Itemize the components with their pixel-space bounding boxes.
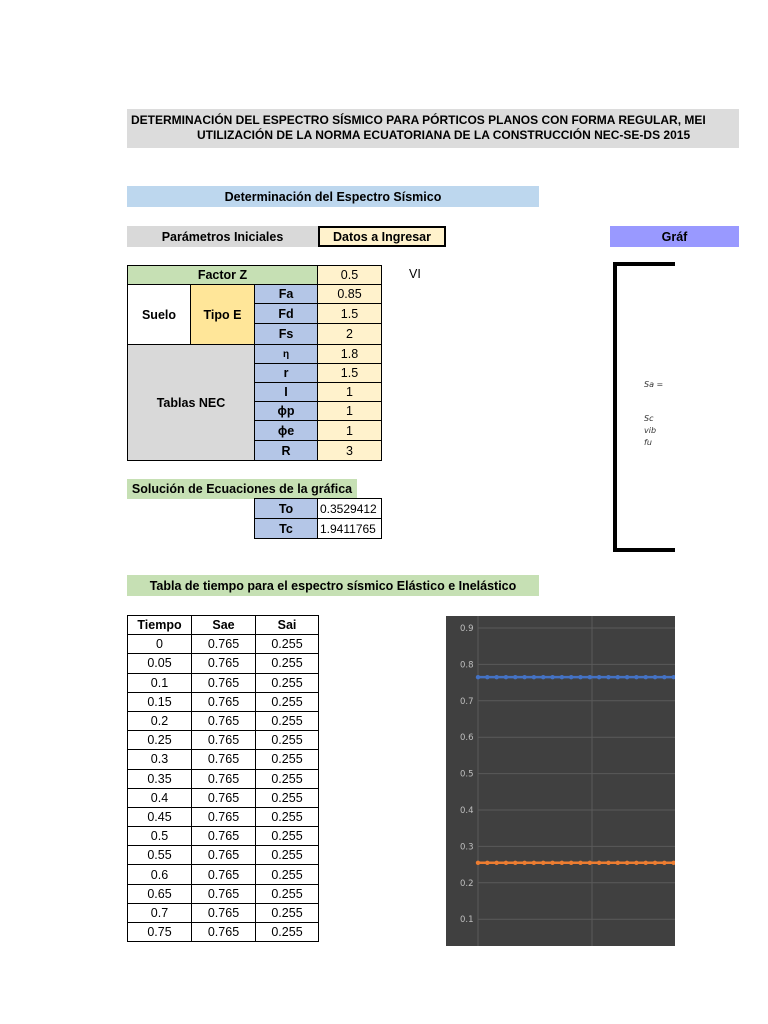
data-point <box>522 861 526 865</box>
params-label: Parámetros Iniciales <box>127 226 318 247</box>
table-row <box>128 788 319 807</box>
cell-sai: 0.255 <box>256 673 319 692</box>
table-row <box>128 654 319 673</box>
cell-sae: 0.765 <box>192 846 256 865</box>
table-row <box>128 807 319 826</box>
y-tick-label: 0.5 <box>460 769 474 780</box>
zone-label: VI <box>409 267 421 281</box>
cell-tiempo: 0 <box>128 635 192 654</box>
cell-tiempo: 0.3 <box>128 750 192 769</box>
col-header-sae: Sae <box>192 616 256 635</box>
table-row <box>128 846 319 865</box>
param-value-fd[interactable]: 1.5 <box>317 303 382 324</box>
solution-value-to: 0.3529412 <box>317 498 382 519</box>
data-point <box>550 675 554 679</box>
data-point <box>653 675 657 679</box>
cell-tiempo: 0.05 <box>128 654 192 673</box>
cell-sae: 0.765 <box>192 769 256 788</box>
cell-sai: 0.255 <box>256 750 319 769</box>
cell-sai: 0.255 <box>256 884 319 903</box>
cell-sae: 0.765 <box>192 711 256 730</box>
data-point <box>625 675 629 679</box>
cell-sai: 0.255 <box>256 692 319 711</box>
data-point <box>476 861 480 865</box>
solution-title: Solución de Ecuaciones de la gráfica <box>127 479 357 499</box>
data-point <box>644 861 648 865</box>
data-point <box>485 861 489 865</box>
data-point <box>616 861 620 865</box>
data-point <box>504 861 508 865</box>
table-row <box>128 750 319 769</box>
data-point <box>634 861 638 865</box>
data-point <box>550 861 554 865</box>
cell-sai: 0.255 <box>256 865 319 884</box>
data-point <box>532 861 536 865</box>
time-table-header <box>128 616 319 635</box>
data-point <box>616 675 620 679</box>
param-value-phi-e[interactable]: 1 <box>317 420 382 441</box>
cell-sai: 0.255 <box>256 807 319 826</box>
cell-sae: 0.765 <box>192 807 256 826</box>
cell-tiempo: 0.6 <box>128 865 192 884</box>
data-point <box>653 861 657 865</box>
cell-sai: 0.255 <box>256 923 319 942</box>
data-point <box>522 675 526 679</box>
col-header-sai: Sai <box>256 616 319 635</box>
data-point <box>588 861 592 865</box>
table-row <box>128 731 319 750</box>
data-point <box>541 861 545 865</box>
data-point <box>578 675 582 679</box>
cell-tiempo: 0.65 <box>128 884 192 903</box>
cell-tiempo: 0.75 <box>128 923 192 942</box>
param-value-fa[interactable]: 0.85 <box>317 284 382 304</box>
cell-tiempo: 0.45 <box>128 807 192 826</box>
time-table <box>127 615 319 942</box>
cell-sai: 0.255 <box>256 635 319 654</box>
y-tick-label: 0.7 <box>460 696 474 707</box>
cell-sae: 0.765 <box>192 827 256 846</box>
cell-sai: 0.255 <box>256 731 319 750</box>
data-point <box>569 675 573 679</box>
table-row <box>128 635 319 654</box>
cell-tiempo: 0.5 <box>128 827 192 846</box>
header-title-line1: DETERMINACIÓN DEL ESPECTRO SÍSMICO PARA PÓRTICOS PLANOS CON FORMA REGULAR, MEI <box>131 113 706 127</box>
cell-tiempo: 0.4 <box>128 788 192 807</box>
y-tick-label: 0.3 <box>460 842 474 853</box>
data-point <box>644 675 648 679</box>
y-tick-label: 0.1 <box>460 915 474 926</box>
cell-sae: 0.765 <box>192 865 256 884</box>
table-row <box>128 673 319 692</box>
col-header-tiempo: Tiempo <box>128 616 192 635</box>
suelo-label: Suelo <box>127 284 191 345</box>
cell-sae: 0.765 <box>192 673 256 692</box>
y-tick-label: 0.2 <box>460 878 474 889</box>
param-value-i[interactable]: 1 <box>317 382 382 402</box>
data-point <box>662 861 666 865</box>
factor-z-value[interactable]: 0.5 <box>317 265 382 285</box>
param-value-r[interactable]: 1.5 <box>317 363 382 383</box>
spectrum-chart-svg <box>446 616 675 946</box>
cell-sai: 0.255 <box>256 903 319 922</box>
cell-sae: 0.765 <box>192 903 256 922</box>
tablas-nec-label: Tablas NEC <box>127 344 255 461</box>
chart-tab-label: Gráf <box>610 226 739 247</box>
y-tick-label: 0.8 <box>460 660 474 671</box>
cell-sae: 0.765 <box>192 692 256 711</box>
cell-sae: 0.765 <box>192 654 256 673</box>
cell-sae: 0.765 <box>192 923 256 942</box>
data-point <box>476 675 480 679</box>
data-point <box>597 675 601 679</box>
data-point <box>494 861 498 865</box>
data-point <box>504 675 508 679</box>
param-label-phi-e: ϕe <box>254 420 318 441</box>
data-point <box>662 675 666 679</box>
table-row <box>128 923 319 942</box>
table-row <box>128 711 319 730</box>
cell-sai: 0.255 <box>256 711 319 730</box>
cell-sai: 0.255 <box>256 827 319 846</box>
cell-sai: 0.255 <box>256 846 319 865</box>
section-title: Determinación del Espectro Sísmico <box>127 186 539 207</box>
chart-background <box>446 616 675 946</box>
param-value-phi-p[interactable]: 1 <box>317 401 382 421</box>
cell-tiempo: 0.2 <box>128 711 192 730</box>
data-point <box>560 675 564 679</box>
cell-sai: 0.255 <box>256 769 319 788</box>
tipo-suelo-value[interactable]: Tipo E <box>190 284 255 345</box>
param-value-r-factor[interactable]: 3 <box>317 440 382 461</box>
param-label-r-factor: R <box>254 440 318 461</box>
cell-tiempo: 0.15 <box>128 692 192 711</box>
data-point <box>532 675 536 679</box>
param-label-eta: η <box>254 344 318 364</box>
cell-sae: 0.765 <box>192 635 256 654</box>
factor-z-label: Factor Z <box>127 265 318 285</box>
cell-tiempo: 0.1 <box>128 673 192 692</box>
y-tick-label: 0.6 <box>460 733 474 744</box>
formula-panel <box>613 262 675 552</box>
table-row <box>128 769 319 788</box>
formula-line3: vib <box>644 426 657 435</box>
param-label-i: I <box>254 382 318 402</box>
table-row <box>128 827 319 846</box>
cell-sai: 0.255 <box>256 788 319 807</box>
param-value-fs[interactable]: 2 <box>317 323 382 345</box>
cell-tiempo: 0.55 <box>128 846 192 865</box>
solution-label-tc: Tc <box>254 518 318 539</box>
data-point <box>578 861 582 865</box>
cell-sae: 0.765 <box>192 731 256 750</box>
param-label-r: r <box>254 363 318 383</box>
table-row <box>128 903 319 922</box>
param-label-fa: Fa <box>254 284 318 304</box>
data-point <box>634 675 638 679</box>
data-point <box>494 675 498 679</box>
param-label-fd: Fd <box>254 303 318 324</box>
spectrum-chart <box>446 616 675 946</box>
data-point <box>597 861 601 865</box>
data-point <box>625 861 629 865</box>
table-row <box>128 692 319 711</box>
data-point <box>485 675 489 679</box>
document-header <box>127 109 739 148</box>
cell-sae: 0.765 <box>192 788 256 807</box>
input-data-label: Datos a Ingresar <box>318 226 446 247</box>
cell-tiempo: 0.25 <box>128 731 192 750</box>
cell-sae: 0.765 <box>192 884 256 903</box>
cell-sae: 0.765 <box>192 750 256 769</box>
y-tick-label: 0.4 <box>460 806 474 816</box>
data-point <box>606 861 610 865</box>
cell-tiempo: 0.35 <box>128 769 192 788</box>
data-point <box>560 861 564 865</box>
data-point <box>541 675 545 679</box>
param-label-phi-p: ϕp <box>254 401 318 421</box>
data-point <box>588 675 592 679</box>
data-point <box>569 861 573 865</box>
cell-tiempo: 0.7 <box>128 903 192 922</box>
header-title-line2: UTILIZACIÓN DE LA NORMA ECUATORIANA DE LA CONSTRUCCIÓN NEC-SE-DS 2015 <box>197 128 691 142</box>
formula-line1: Sa = <box>644 380 664 389</box>
param-value-eta[interactable]: 1.8 <box>317 344 382 364</box>
y-tick-label: 0.9 <box>460 624 474 634</box>
param-label-fs: Fs <box>254 323 318 345</box>
table-row <box>128 865 319 884</box>
table-row <box>128 884 319 903</box>
data-point <box>513 675 517 679</box>
formula-line2: Sc <box>644 414 654 423</box>
cell-sai: 0.255 <box>256 654 319 673</box>
formula-line4: fu <box>644 438 652 447</box>
solution-label-to: To <box>254 498 318 519</box>
time-table-title: Tabla de tiempo para el espectro sísmico Elástico e Inelástico <box>127 575 539 596</box>
data-point <box>606 675 610 679</box>
solution-value-tc: 1.9411765 <box>317 518 382 539</box>
data-point <box>513 861 517 865</box>
